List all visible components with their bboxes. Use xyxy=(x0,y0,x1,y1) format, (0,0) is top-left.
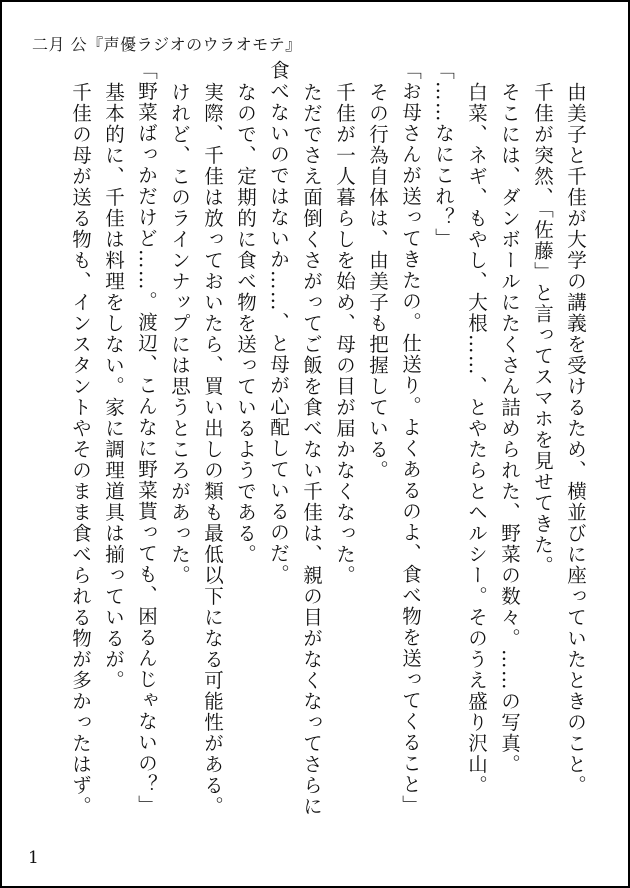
page-number: 1 xyxy=(28,848,39,868)
text-line: 食べないのではないか……、と母が心配しているのだ。 xyxy=(267,60,290,585)
running-header: 二月 公『声優ラジオのウラオモテ』 xyxy=(32,35,302,54)
text-line: 千佳が一人暮らしを始め、母の目が届かなくなった。 xyxy=(333,82,356,586)
text-line: 基本的に、千佳は料理をしない。家に調理道具は揃っているが。 xyxy=(102,82,125,691)
text-line: 「お母さんが送ってきたの。仕送り。よくあるのよ、食べ物を送ってくること」 xyxy=(399,60,422,816)
text-line: 「野菜ばっかだけど……。渡辺、こんなに野菜貰っても、困るんじゃないの？」 xyxy=(135,60,158,816)
text-line: 実際、千佳は放っておいたら、買い出しの類も最低以下になる可能性がある。 xyxy=(201,82,224,817)
text-line: ただでさえ面倒くさがってご飯を食べない千佳は、親の目がなくなってさらに xyxy=(300,82,323,817)
vertical-text-body xyxy=(69,60,592,830)
text-line: けれど、このラインナップには思うところがあった。 xyxy=(168,82,191,586)
text-line: 千佳が突然、「佐藤」と言ってスマホを見せてきた。 xyxy=(531,82,554,577)
text-line: 「……なにこれ？」 xyxy=(432,60,455,249)
text-line: 千佳の母が送る物も、インスタントやそのまま食べられる物が多かったはず。 xyxy=(69,82,92,817)
text-line: なので、定期的に食べ物を送っているようである。 xyxy=(234,82,257,565)
text-line: そこには、ダンボールにたくさん詰められた、野菜の数々。……の写真。 xyxy=(498,82,521,775)
text-line: 由美子と千佳が大学の講義を受けるため、横並びに座っていたときのこと。 xyxy=(564,82,587,796)
text-line: 白菜、ネギ、もやし、大根……、とやたらとヘルシー。そのうえ盛り沢山。 xyxy=(465,82,488,796)
text-line: その行為自体は、由美子も把握している。 xyxy=(366,82,389,481)
